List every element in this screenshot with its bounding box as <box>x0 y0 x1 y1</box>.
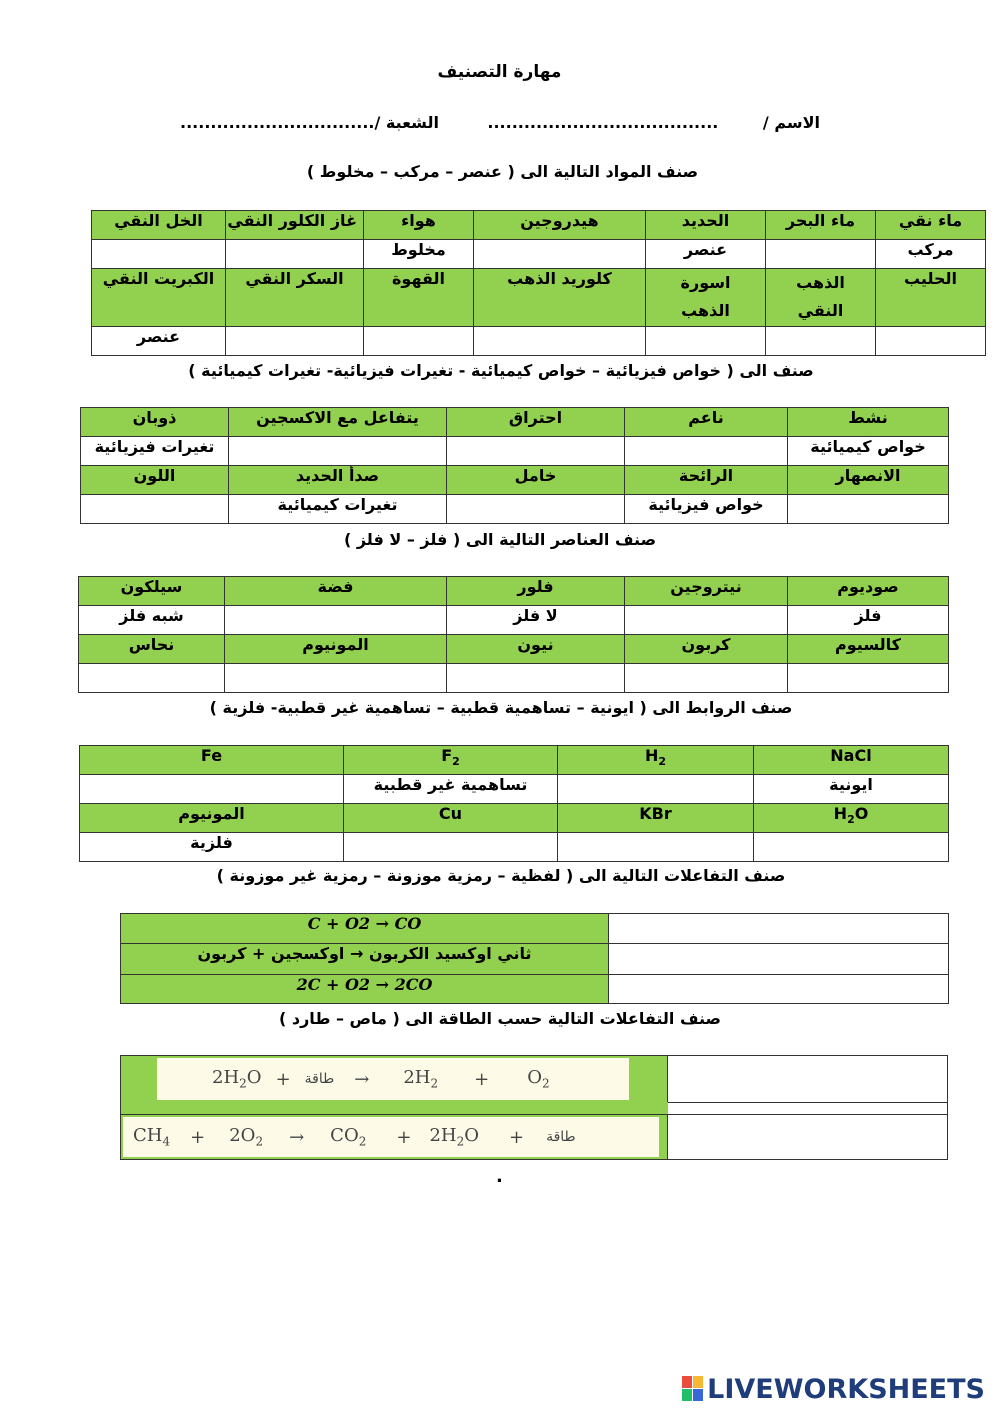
answer-row <box>92 327 986 356</box>
reaction-2-box <box>120 1114 668 1160</box>
answer-cell[interactable] <box>625 606 788 635</box>
separator-right <box>666 1102 948 1114</box>
item-cell: نيون <box>447 635 625 664</box>
table-row <box>121 914 949 944</box>
item-cell: Fe <box>80 746 344 775</box>
answer-row <box>80 775 949 804</box>
item-cell: نشط <box>788 408 949 437</box>
answer-row <box>81 437 949 466</box>
section4-table <box>79 745 949 862</box>
item-cell: الذهب النقي <box>766 269 876 327</box>
item-cell: كربون <box>625 635 788 664</box>
answer-cell[interactable]: مخلوط <box>364 240 474 269</box>
item-cell: هيدروجين <box>474 211 646 240</box>
liveworksheets-logo: LIVEWORKSHEETS <box>682 1374 985 1405</box>
trailing-dot: . <box>496 1166 503 1187</box>
answer-row <box>80 833 949 862</box>
table-row <box>121 944 949 975</box>
answer-cell[interactable]: خواص فيزيائية <box>625 495 788 524</box>
item-cell: نيتروجين <box>625 577 788 606</box>
answer-cell[interactable]: خواص كيميائية <box>788 437 949 466</box>
item-cell: خامل <box>447 466 625 495</box>
reaction-1-box <box>120 1055 668 1103</box>
answer-cell[interactable] <box>447 664 625 693</box>
table-row <box>81 466 949 495</box>
answer-cell[interactable] <box>79 664 225 693</box>
answer-cell[interactable] <box>364 327 474 356</box>
answer-cell[interactable] <box>226 327 364 356</box>
answer-cell[interactable] <box>788 495 949 524</box>
answer-cell[interactable]: ايونية <box>754 775 949 804</box>
item-cell: نحاس <box>79 635 225 664</box>
name-field[interactable]: الاسم / ...................................... <box>487 113 820 132</box>
answer-cell[interactable] <box>609 975 949 1004</box>
item-cell: $H_2O$ <box>754 804 949 833</box>
item-cell: الكبريت النقي <box>92 269 226 327</box>
equation-cell: 2C + O2 → 2CO <box>121 975 609 1004</box>
answer-row <box>79 664 949 693</box>
answer-cell[interactable]: شبه فلز <box>79 606 225 635</box>
answer-cell[interactable] <box>474 327 646 356</box>
table-row <box>92 269 986 327</box>
reaction-1-equation: $2H_2O$ + طاقة → $2H_2$ + $O_2$ <box>157 1058 629 1100</box>
item-cell: الخل النقي <box>92 211 226 240</box>
section-field[interactable]: الشعبة /................................ <box>180 113 439 132</box>
table-row <box>80 746 949 775</box>
answer-cell[interactable]: مركب <box>876 240 986 269</box>
item-cell: هواء <box>364 211 474 240</box>
answer-cell[interactable] <box>766 327 876 356</box>
answer-cell[interactable] <box>876 327 986 356</box>
separator-strip <box>120 1102 668 1114</box>
answer-cell[interactable] <box>474 240 646 269</box>
item-cell: احتراق <box>447 408 625 437</box>
answer-cell[interactable] <box>766 240 876 269</box>
answer-cell[interactable] <box>558 775 754 804</box>
item-cell: KBr <box>558 804 754 833</box>
answer-cell[interactable]: فلزية <box>80 833 344 862</box>
answer-cell[interactable] <box>625 664 788 693</box>
item-cell: سيلكون <box>79 577 225 606</box>
answer-cell[interactable] <box>447 437 625 466</box>
item-cell: غاز الكلور النقي <box>226 211 364 240</box>
item-cell: $F_2$ <box>344 746 558 775</box>
table-row <box>81 408 949 437</box>
answer-cell[interactable]: عنصر <box>646 240 766 269</box>
item-cell: المونيوم <box>80 804 344 833</box>
answer-row <box>81 495 949 524</box>
table-row <box>121 975 949 1004</box>
item-cell: كالسيوم <box>788 635 949 664</box>
section2-table <box>80 407 949 524</box>
section1-instruction: صنف المواد التالية الى ( عنصر – مركب – مخلوط ) <box>306 162 699 181</box>
answer-cell[interactable] <box>625 437 788 466</box>
item-cell: فلور <box>447 577 625 606</box>
answer-cell[interactable] <box>646 327 766 356</box>
reaction-2-answer[interactable] <box>666 1114 948 1160</box>
answer-cell[interactable]: عنصر <box>92 327 226 356</box>
item-cell: NaCl <box>754 746 949 775</box>
item-cell: اللون <box>81 466 229 495</box>
answer-cell[interactable] <box>558 833 754 862</box>
answer-cell[interactable]: لا فلز <box>447 606 625 635</box>
equation-cell: ثاني اوكسيد الكربون → اوكسجين + كربون <box>121 944 609 975</box>
answer-cell[interactable] <box>229 437 447 466</box>
answer-cell[interactable] <box>92 240 226 269</box>
answer-cell[interactable]: تساهمية غير قطبية <box>344 775 558 804</box>
item-cell: ماء نقي <box>876 211 986 240</box>
item-cell: Cu <box>344 804 558 833</box>
item-cell: الانصهار <box>788 466 949 495</box>
answer-cell[interactable] <box>226 240 364 269</box>
item-cell: فضة <box>225 577 447 606</box>
section2-instruction: صنف الى ( خواص فيزيائية – خواص كيميائية - تغيرات فيزيائية- تغيرات كيميائية ) <box>188 361 814 380</box>
reaction-2-equation: $CH_4$ + $2O_2$ → $CO_2$ + $2H_2O$ + طاقة <box>123 1117 659 1157</box>
page-title: مهارة التصنيف <box>437 62 562 82</box>
answer-cell[interactable] <box>609 914 949 944</box>
item-cell: يتفاعل مع الاكسجين <box>229 408 447 437</box>
item-cell: القهوة <box>364 269 474 327</box>
section3-table <box>78 576 949 693</box>
answer-row <box>79 606 949 635</box>
table-row <box>79 635 949 664</box>
section3-instruction: صنف العناصر التالية الى ( فلز – لا فلز ) <box>343 530 657 549</box>
equation-cell: C + O2 → CO <box>121 914 609 944</box>
item-cell: ناعم <box>625 408 788 437</box>
item-cell: كلوريد الذهب <box>474 269 646 327</box>
reaction-1-answer[interactable] <box>666 1055 948 1103</box>
item-cell: الحديد <box>646 211 766 240</box>
answer-cell[interactable]: تغيرات كيميائية <box>229 495 447 524</box>
answer-cell[interactable] <box>344 833 558 862</box>
answer-cell[interactable] <box>447 495 625 524</box>
item-cell: صدأ الحديد <box>229 466 447 495</box>
section4-instruction: صنف الروابط الى ( ايونية – تساهمية قطبية – تساهمية غير قطبية- فلزية ) <box>209 698 793 717</box>
table-row <box>92 211 986 240</box>
item-cell: اسورة الذهب <box>646 269 766 327</box>
table-row <box>80 804 949 833</box>
answer-cell[interactable] <box>754 833 949 862</box>
section5-instruction: صنف التفاعلات التالية الى ( لفظية – رمزية موزونة – رمزية غير موزونة ) <box>216 866 786 885</box>
item-cell: صوديوم <box>788 577 949 606</box>
answer-cell[interactable]: تغيرات فيزيائية <box>81 437 229 466</box>
item-cell: الرائحة <box>625 466 788 495</box>
student-info-line <box>180 113 820 132</box>
item-cell: ماء البحر <box>766 211 876 240</box>
item-cell: المونيوم <box>225 635 447 664</box>
section1-table <box>91 210 986 356</box>
table-row <box>79 577 949 606</box>
item-cell: الحليب <box>876 269 986 327</box>
answer-cell[interactable]: فلز <box>788 606 949 635</box>
section5-table <box>120 913 949 1004</box>
item-cell: $H_2$ <box>558 746 754 775</box>
section6-instruction: صنف التفاعلات التالية حسب الطاقة الى ( ماص – طارد ) <box>279 1009 721 1028</box>
item-cell: ذوبان <box>81 408 229 437</box>
logo-mark-icon <box>682 1376 704 1402</box>
answer-cell[interactable] <box>81 495 229 524</box>
item-cell: السكر النقي <box>226 269 364 327</box>
answer-cell[interactable] <box>788 664 949 693</box>
answer-cell[interactable] <box>80 775 344 804</box>
answer-row <box>92 240 986 269</box>
answer-cell[interactable] <box>609 944 949 975</box>
answer-cell[interactable] <box>225 664 447 693</box>
answer-cell[interactable] <box>225 606 447 635</box>
